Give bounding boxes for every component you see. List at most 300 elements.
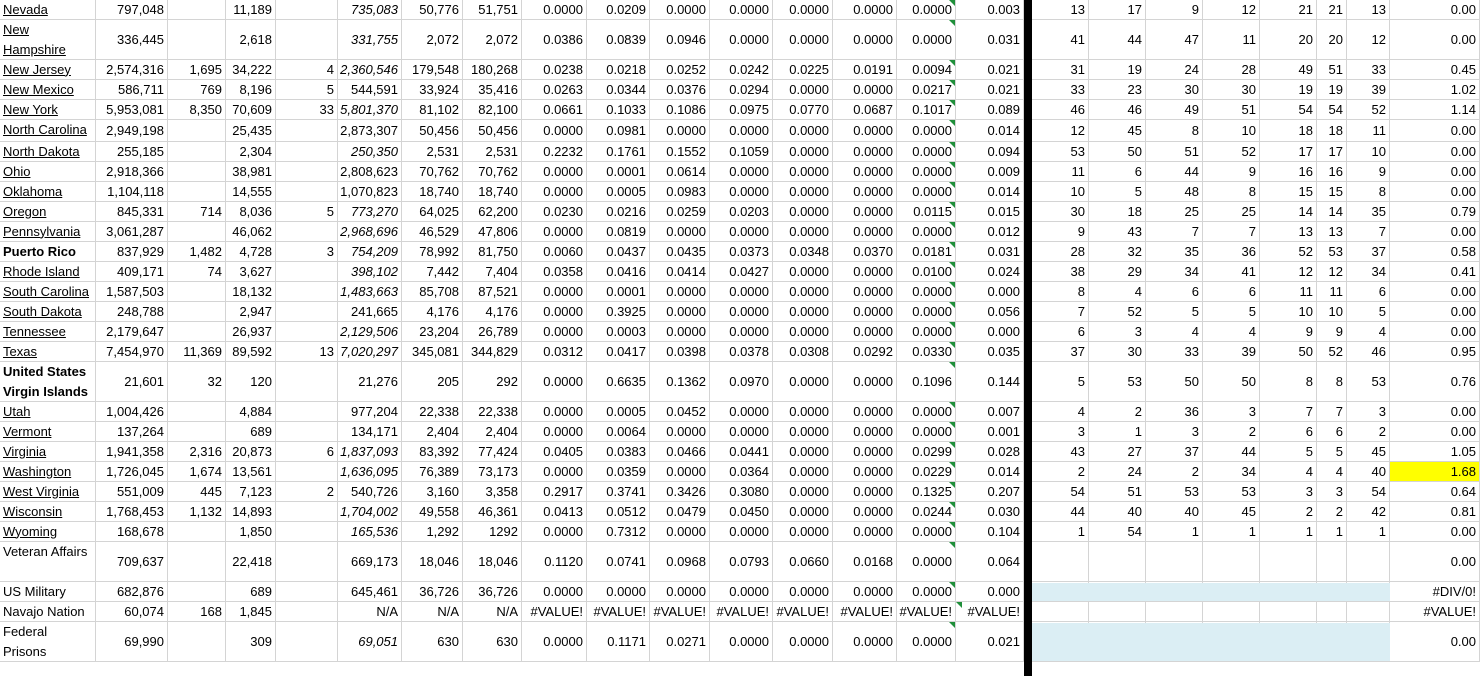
table-cell[interactable]: 5,953,081 [96,100,168,120]
table-cell[interactable]: 22,338 [463,402,522,422]
table-cell[interactable] [897,162,956,182]
table-cell[interactable] [276,362,338,402]
table-cell[interactable]: 0.0413 [522,502,587,522]
table-cell[interactable]: 37 [1032,342,1089,362]
table-cell[interactable]: 1.14 [1390,100,1480,120]
state-link[interactable]: New Jersey [0,60,96,80]
table-cell[interactable] [168,120,226,142]
table-cell[interactable] [956,602,1024,622]
table-cell[interactable]: 0.00 [1390,222,1480,242]
table-cell[interactable]: 0.030 [956,502,1024,522]
table-cell[interactable]: 0.0000 [833,402,897,422]
state-link[interactable]: Ohio [0,162,96,182]
table-cell[interactable]: 1.05 [1390,442,1480,462]
table-cell[interactable]: 165,536 [338,522,402,542]
table-cell[interactable]: 46,529 [402,222,463,242]
table-cell[interactable]: 25 [1146,202,1203,222]
table-cell[interactable]: 1 [1317,522,1347,542]
table-cell[interactable]: 0.0000 [773,80,833,100]
table-cell[interactable]: 331,755 [338,20,402,60]
table-cell[interactable]: 69,051 [338,622,402,662]
table-cell[interactable]: 0.0000 [710,20,773,60]
table-cell[interactable]: 2,072 [402,20,463,60]
table-cell[interactable]: 1 [1032,522,1089,542]
table-cell[interactable]: 10 [1203,120,1260,142]
table-cell[interactable]: 3 [1203,402,1260,422]
table-cell[interactable]: 30 [1146,80,1203,100]
table-cell[interactable]: 0.0252 [650,60,710,80]
table-cell[interactable]: 0.0000 [710,222,773,242]
table-cell[interactable]: 26,789 [463,322,522,342]
table-cell[interactable]: 0.000 [956,282,1024,302]
table-cell[interactable]: 33 [1146,342,1203,362]
table-cell[interactable] [1032,542,1089,582]
table-cell[interactable] [897,442,956,462]
state-link[interactable]: Washington [0,462,96,482]
table-cell[interactable]: 38 [1032,262,1089,282]
table-cell[interactable]: 33 [276,100,338,120]
table-cell[interactable]: 85,708 [402,282,463,302]
table-cell[interactable] [168,0,226,20]
table-cell[interactable]: 0.0000 [773,522,833,542]
table-cell[interactable] [168,182,226,202]
table-cell[interactable] [276,282,338,302]
table-cell[interactable]: 398,102 [338,262,402,282]
table-cell[interactable]: 1 [1146,522,1203,542]
table-cell[interactable]: 2,947 [226,302,276,322]
table-cell[interactable]: 0.0000 [773,222,833,242]
table-cell[interactable]: 36 [1146,402,1203,422]
table-cell[interactable]: 2 [1032,462,1089,482]
table-cell[interactable]: 0.45 [1390,60,1480,80]
table-cell[interactable]: #VALUE! [1390,602,1480,622]
table-cell[interactable]: 0.0000 [833,422,897,442]
table-cell[interactable]: 344,829 [463,342,522,362]
table-cell[interactable]: 4,728 [226,242,276,262]
table-cell[interactable]: 1,726,045 [96,462,168,482]
table-cell[interactable] [1260,602,1317,622]
table-cell[interactable]: 39 [1203,342,1260,362]
table-cell[interactable] [1347,602,1390,622]
table-cell[interactable]: 1,768,453 [96,502,168,522]
table-cell[interactable]: 7 [1347,222,1390,242]
table-cell[interactable]: 0.0000 [833,182,897,202]
table-cell[interactable]: 22,338 [402,402,463,422]
table-cell[interactable]: 44 [1032,502,1089,522]
table-cell[interactable]: 0.0000 [833,482,897,502]
table-cell[interactable]: 0.0000 [650,582,710,602]
table-cell[interactable]: 6 [1317,422,1347,442]
table-cell[interactable] [276,602,338,622]
table-cell[interactable]: 2,968,696 [338,222,402,242]
table-cell[interactable]: 7 [1146,222,1203,242]
table-cell[interactable]: 44 [1203,442,1260,462]
table-cell[interactable]: 60,074 [96,602,168,622]
table-cell[interactable]: 1,674 [168,462,226,482]
table-cell[interactable]: 18,046 [402,542,463,582]
table-cell[interactable]: 20 [1317,20,1347,60]
table-cell[interactable]: 586,711 [96,80,168,100]
table-cell[interactable]: 30 [1032,202,1089,222]
table-cell[interactable]: 12 [1203,0,1260,20]
table-cell[interactable]: 0.000 [956,322,1024,342]
table-cell[interactable]: 0.64 [1390,482,1480,502]
table-cell[interactable] [1089,602,1146,622]
table-cell[interactable]: 16 [1260,162,1317,182]
table-cell[interactable]: #DIV/0! [1390,582,1480,602]
state-link[interactable]: Nevada [0,0,96,20]
table-cell[interactable]: 309 [226,622,276,662]
table-cell[interactable]: 18,740 [402,182,463,202]
table-cell[interactable]: N/A [402,602,463,622]
table-cell[interactable]: 1,845 [226,602,276,622]
table-cell[interactable]: 0.207 [956,482,1024,502]
table-cell[interactable] [1260,542,1317,582]
table-cell[interactable]: 0.0398 [650,342,710,362]
table-cell[interactable] [276,0,338,20]
table-cell[interactable]: 205 [402,362,463,402]
table-cell[interactable]: 33,924 [402,80,463,100]
table-cell[interactable]: 81,102 [402,100,463,120]
table-cell[interactable] [897,582,956,602]
table-cell[interactable]: 47 [1146,20,1203,60]
table-cell[interactable] [276,542,338,582]
table-cell[interactable]: 10 [1317,302,1347,322]
state-link[interactable]: Texas [0,342,96,362]
table-cell[interactable]: 35 [1347,202,1390,222]
row-label[interactable]: Puerto Rico [0,242,96,262]
table-cell[interactable]: 250,350 [338,142,402,162]
table-cell[interactable]: 7 [1032,302,1089,322]
table-cell[interactable]: 13 [1317,222,1347,242]
table-cell[interactable]: 8,350 [168,100,226,120]
table-cell[interactable] [276,302,338,322]
table-cell[interactable]: 7,454,970 [96,342,168,362]
table-cell[interactable]: 0.015 [956,202,1024,222]
table-cell[interactable]: 0.0975 [710,100,773,120]
table-cell[interactable]: 52 [1089,302,1146,322]
table-cell[interactable] [276,422,338,442]
table-cell[interactable]: 2 [1260,502,1317,522]
table-cell[interactable]: 34,222 [226,60,276,80]
table-cell[interactable]: 0.1033 [587,100,650,120]
table-cell[interactable] [897,622,956,662]
table-cell[interactable]: 0.0060 [522,242,587,262]
table-cell[interactable]: 0.0000 [710,322,773,342]
table-cell[interactable]: 2 [1317,502,1347,522]
table-cell[interactable] [168,222,226,242]
table-cell[interactable]: 42 [1347,502,1390,522]
table-cell[interactable] [1089,542,1146,582]
table-cell[interactable]: 17 [1260,142,1317,162]
table-cell[interactable]: 0.0364 [710,462,773,482]
table-cell[interactable]: 0.0435 [650,242,710,262]
table-cell[interactable]: 0.0000 [522,182,587,202]
table-cell[interactable] [276,182,338,202]
table-cell[interactable]: 17 [1089,0,1146,20]
table-cell[interactable]: 0.95 [1390,342,1480,362]
table-cell[interactable]: 19 [1089,60,1146,80]
table-cell[interactable]: 0.0000 [650,462,710,482]
row-label[interactable]: United States Virgin Islands [0,362,96,402]
table-cell[interactable]: 0.0441 [710,442,773,462]
table-cell[interactable]: 0.00 [1390,522,1480,542]
table-cell[interactable] [897,362,956,402]
table-cell[interactable]: 69,990 [96,622,168,662]
table-cell[interactable]: 0.0000 [833,282,897,302]
table-cell[interactable]: 0.79 [1390,202,1480,222]
table-cell[interactable]: 0.0259 [650,202,710,222]
table-cell[interactable]: 345,081 [402,342,463,362]
table-cell[interactable]: 18,046 [463,542,522,582]
table-cell[interactable]: 0.0000 [773,442,833,462]
table-cell[interactable]: 7 [1317,402,1347,422]
table-cell[interactable]: 2,873,307 [338,120,402,142]
table-cell[interactable]: 5 [1203,302,1260,322]
table-cell[interactable]: 0.0000 [833,202,897,222]
table-cell[interactable]: 0.0793 [710,542,773,582]
table-cell[interactable]: 53 [1317,242,1347,262]
row-label[interactable]: Federal Prisons [0,622,96,662]
table-cell[interactable]: 0.3741 [587,482,650,502]
table-cell[interactable]: 51 [1089,482,1146,502]
table-cell[interactable]: 2,404 [402,422,463,442]
table-cell[interactable]: 8 [1146,120,1203,142]
table-cell[interactable] [276,262,338,282]
table-cell[interactable]: 0.0000 [773,302,833,322]
table-cell[interactable]: 0.0000 [833,502,897,522]
table-cell[interactable]: 0.0405 [522,442,587,462]
table-cell[interactable]: 769 [168,80,226,100]
table-cell[interactable] [276,402,338,422]
table-cell[interactable]: 8,036 [226,202,276,222]
table-cell[interactable]: 34 [1347,262,1390,282]
table-cell[interactable] [276,142,338,162]
table-cell[interactable]: 0.0981 [587,120,650,142]
table-cell[interactable]: 3,160 [402,482,463,502]
table-cell[interactable]: 0.0000 [710,402,773,422]
table-cell[interactable] [897,322,956,342]
table-cell[interactable]: 0.0000 [522,322,587,342]
table-cell[interactable]: 0.0741 [587,542,650,582]
table-cell[interactable]: 0.2917 [522,482,587,502]
table-cell[interactable]: 8 [1032,282,1089,302]
table-cell[interactable]: 2,316 [168,442,226,462]
table-cell[interactable] [897,100,956,120]
table-cell[interactable]: 0.3080 [710,482,773,502]
table-cell[interactable]: 0.0203 [710,202,773,222]
table-cell[interactable]: 1,941,358 [96,442,168,462]
table-cell[interactable]: 9 [1032,222,1089,242]
table-cell[interactable]: 0.012 [956,222,1024,242]
table-cell[interactable]: 5 [1347,302,1390,322]
table-cell[interactable] [168,162,226,182]
table-cell[interactable]: 0.1552 [650,142,710,162]
table-cell[interactable] [276,20,338,60]
table-cell[interactable]: 1,004,426 [96,402,168,422]
table-cell[interactable]: 51 [1317,60,1347,80]
table-cell[interactable]: 0.0479 [650,502,710,522]
table-cell[interactable]: 7,020,297 [338,342,402,362]
table-cell[interactable]: 14,555 [226,182,276,202]
table-cell[interactable]: 0.0000 [833,20,897,60]
table-cell[interactable]: 3,061,287 [96,222,168,242]
table-cell[interactable] [276,120,338,142]
state-link[interactable]: Utah [0,402,96,422]
table-cell[interactable]: #VALUE! [522,602,587,622]
table-cell[interactable]: 0.0218 [587,60,650,80]
table-cell[interactable]: 669,173 [338,542,402,582]
row-label[interactable]: Veteran Affairs [0,542,96,582]
table-cell[interactable]: 1,850 [226,522,276,542]
table-cell[interactable]: 0.00 [1390,162,1480,182]
table-cell[interactable]: 5 [276,80,338,100]
table-cell[interactable]: 45 [1347,442,1390,462]
table-cell[interactable] [897,342,956,362]
table-cell[interactable]: 29 [1089,262,1146,282]
table-cell[interactable]: 0.0000 [833,120,897,142]
table-cell[interactable]: 28 [1203,60,1260,80]
table-cell[interactable]: 0.0000 [650,222,710,242]
table-cell[interactable]: 0.0437 [587,242,650,262]
table-cell[interactable]: 3 [1032,422,1089,442]
table-cell[interactable]: 0.0000 [650,302,710,322]
table-cell[interactable]: 0.031 [956,242,1024,262]
table-cell[interactable]: 0.0000 [650,322,710,342]
table-cell[interactable]: 0.3925 [587,302,650,322]
table-cell[interactable]: 1.02 [1390,80,1480,100]
state-link[interactable]: North Dakota [0,142,96,162]
table-cell[interactable]: 0.0000 [522,362,587,402]
table-cell[interactable]: 21 [1317,0,1347,20]
table-cell[interactable]: 0.0000 [773,120,833,142]
table-cell[interactable]: 4 [1317,462,1347,482]
table-cell[interactable]: 10 [1032,182,1089,202]
table-cell[interactable]: 14 [1317,202,1347,222]
table-cell[interactable] [1203,542,1260,582]
table-cell[interactable]: 0.0000 [710,0,773,20]
table-cell[interactable]: 13 [1347,0,1390,20]
table-cell[interactable]: 2,129,506 [338,322,402,342]
table-cell[interactable]: 16 [1317,162,1347,182]
table-cell[interactable]: 0.0000 [773,162,833,182]
table-cell[interactable]: 21,276 [338,362,402,402]
table-cell[interactable]: 0.0344 [587,80,650,100]
table-cell[interactable]: 8 [1317,362,1347,402]
table-cell[interactable]: 0.0000 [833,80,897,100]
table-cell[interactable]: 0.021 [956,80,1024,100]
state-link[interactable]: Oregon [0,202,96,222]
table-cell[interactable]: 551,009 [96,482,168,502]
table-cell[interactable]: 0.0000 [587,582,650,602]
table-cell[interactable]: 11,369 [168,342,226,362]
table-cell[interactable]: N/A [463,602,522,622]
table-cell[interactable]: 0.1362 [650,362,710,402]
table-cell[interactable]: 797,048 [96,0,168,20]
table-cell[interactable]: 41 [1032,20,1089,60]
table-cell[interactable]: 0.0000 [773,142,833,162]
table-cell[interactable]: 0.0614 [650,162,710,182]
table-cell[interactable]: 2 [1089,402,1146,422]
table-cell[interactable]: 0.00 [1390,120,1480,142]
table-cell[interactable]: 0.0983 [650,182,710,202]
table-cell[interactable] [168,142,226,162]
table-cell[interactable]: 1,104,118 [96,182,168,202]
table-cell[interactable]: 0.81 [1390,502,1480,522]
table-cell[interactable]: 3 [1146,422,1203,442]
table-cell[interactable]: 0.00 [1390,0,1480,20]
table-cell[interactable] [168,422,226,442]
table-cell[interactable]: 51 [1203,100,1260,120]
table-cell[interactable]: 2,918,366 [96,162,168,182]
table-cell[interactable]: 0.0005 [587,182,650,202]
state-link[interactable]: New York [0,100,96,120]
table-cell[interactable]: 52 [1260,242,1317,262]
table-cell[interactable]: 0.0000 [833,0,897,20]
table-cell[interactable]: 54 [1032,482,1089,502]
table-cell[interactable] [276,222,338,242]
table-cell[interactable] [168,402,226,422]
table-cell[interactable]: 4 [276,60,338,80]
table-cell[interactable]: 540,726 [338,482,402,502]
table-cell[interactable] [897,0,956,20]
table-cell[interactable] [168,542,226,582]
table-cell[interactable]: 0.0000 [773,482,833,502]
state-link[interactable]: Wisconsin [0,502,96,522]
table-cell[interactable]: 13,561 [226,462,276,482]
table-cell[interactable]: 0.003 [956,0,1024,20]
table-cell[interactable]: 17 [1317,142,1347,162]
table-cell[interactable]: 13 [1260,222,1317,242]
table-cell[interactable]: 1,482 [168,242,226,262]
table-cell[interactable]: 0.0000 [710,622,773,662]
table-cell[interactable]: 0.0312 [522,342,587,362]
table-cell[interactable]: 1 [1260,522,1317,542]
table-cell[interactable]: 70,762 [463,162,522,182]
table-cell[interactable]: 0.6635 [587,362,650,402]
table-cell[interactable]: 46 [1032,100,1089,120]
table-cell[interactable]: 8 [1203,182,1260,202]
table-cell[interactable]: 2,808,623 [338,162,402,182]
table-cell[interactable]: 0.0000 [522,120,587,142]
table-cell[interactable]: #VALUE! [650,602,710,622]
table-cell[interactable]: 0.0000 [710,582,773,602]
table-cell[interactable]: 645,461 [338,582,402,602]
table-cell[interactable]: 0.0000 [773,462,833,482]
table-cell[interactable]: 179,548 [402,60,463,80]
table-cell[interactable] [168,20,226,60]
table-cell[interactable]: 0.0001 [587,282,650,302]
table-cell[interactable] [168,282,226,302]
table-cell[interactable] [897,20,956,60]
table-cell[interactable]: 630 [463,622,522,662]
table-cell[interactable]: 24 [1089,462,1146,482]
table-cell[interactable]: 7 [1203,222,1260,242]
table-cell[interactable]: 0.0000 [650,0,710,20]
table-cell[interactable]: 0.0238 [522,60,587,80]
table-cell[interactable]: 64,025 [402,202,463,222]
table-cell[interactable]: 0.0064 [587,422,650,442]
table-cell[interactable]: 9 [1347,162,1390,182]
table-cell[interactable]: 50,456 [463,120,522,142]
table-cell[interactable]: 52 [1347,100,1390,120]
table-cell[interactable] [1347,542,1390,582]
table-cell[interactable]: 0.0000 [522,522,587,542]
table-cell[interactable]: 6 [1089,162,1146,182]
table-cell[interactable]: 15 [1317,182,1347,202]
table-cell[interactable]: 1,695 [168,60,226,80]
table-cell[interactable]: 5 [1260,442,1317,462]
